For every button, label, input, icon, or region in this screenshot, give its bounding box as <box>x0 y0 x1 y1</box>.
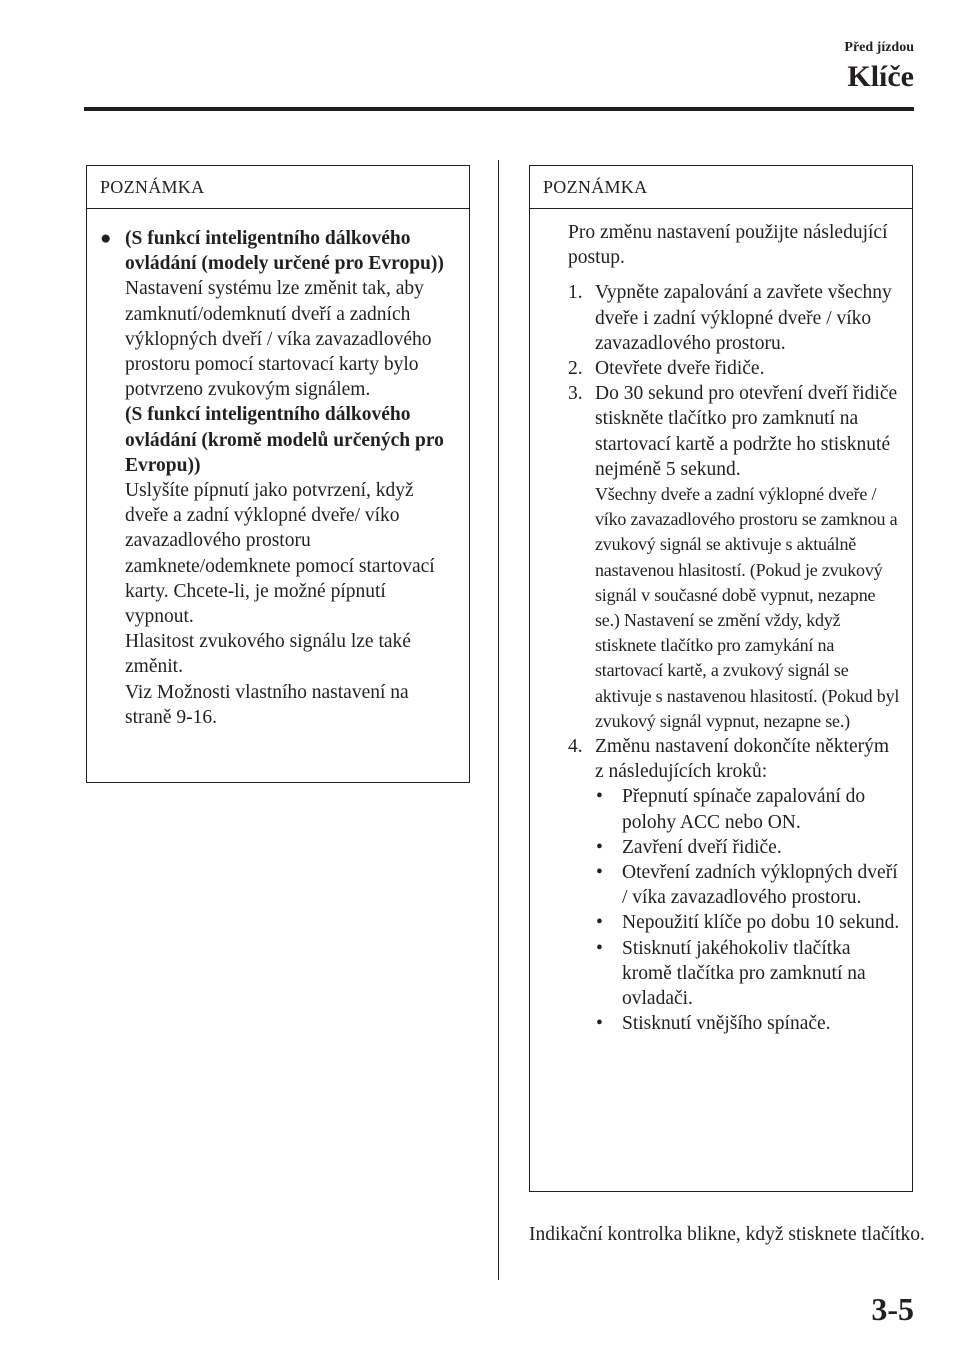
note-body <box>530 209 912 1037</box>
sub-list-item <box>595 835 902 860</box>
sub-list-text: Stisknutí vnějšího spínače. <box>622 1013 831 1035</box>
bullet-content <box>125 226 459 730</box>
note-heading: POZNÁMKA <box>87 166 469 209</box>
note-heading: POZNÁMKA <box>530 166 912 209</box>
note-text: Nastavení systému lze změnit tak, aby zamknutí/odemknutí dveří a zadních výklopných dveří / víka zavazadlového prostoru pomocí startovací karty bylo potvrzeno zvukovým signálem. <box>125 278 432 401</box>
step-text: Změnu nastavení dokončíte některým z následujících kroků: <box>595 736 890 783</box>
body-paragraph: Indikační kontrolka blikne, když stisknete tlačítko. <box>529 1224 925 1245</box>
step-number: 2. <box>568 358 583 380</box>
page-title: Klíče <box>847 60 914 93</box>
step-detail: Všechny dveře a zadní výklopné dveře / víko zavazadlového prostoru se zamknou a zvukový signál se aktivuje s aktuálně nastavenou hlasitostí. (Pokud je zvukový signál v současné době vypnut, nezapne se.) Nastavení se změní vždy, když stisknete tlačítko pro zamykání na startovací kartě, a zvukový signál se aktivuje s nastavenou hlasitostí. (Pokud byl zvukový signál vypnut, nezapne se.) <box>595 484 900 731</box>
note-text: Hlasitost zvukového signálu lze také změnit. <box>125 631 411 678</box>
column-divider <box>498 160 499 1280</box>
note-box-right <box>529 165 913 1192</box>
step-item <box>568 734 902 1036</box>
bullet-icon: ● <box>100 228 112 249</box>
sub-list-text: Nepoužití klíče po dobu 10 sekund. <box>622 912 900 934</box>
step-text: Do 30 sekund pro otevření dveří řidiče stiskněte tlačítko pro zamknutí na startovací kartě a podržte ho stisknuté nejméně 5 sekund. <box>595 383 898 480</box>
bullet-icon: • <box>596 786 603 808</box>
section-header: Před jízdou <box>844 40 914 55</box>
bullet-item <box>100 226 459 730</box>
header-rule <box>84 107 914 111</box>
bullet-icon: • <box>596 1013 603 1035</box>
note-intro: Pro změnu nastavení použijte následující postup. <box>568 222 888 269</box>
note-text: Uslyšíte pípnutí jako potvrzení, když dveře a zadní výklopné dveře/ víko zavazadlového prostoru zamknete/odemknete pomocí startovací karty. Chcete-li, je možné pípnutí vypnout. <box>125 480 435 628</box>
step-item <box>568 356 902 381</box>
bullet-icon: • <box>596 912 603 934</box>
sub-list-text: Otevření zadních výklopných dveří / víka zavazadlového prostoru. <box>622 862 898 909</box>
step-item <box>568 280 902 356</box>
sub-list-text: Stisknutí jakéhokoliv tlačítka kromě tlačítka pro zamknutí na ovladači. <box>622 937 866 1010</box>
bullet-icon: • <box>596 862 603 884</box>
step-number: 1. <box>568 282 583 304</box>
sub-list-item <box>595 936 902 1012</box>
step-number: 3. <box>568 383 583 405</box>
sub-list-text: Přepnutí spínače zapalování do polohy ACC nebo ON. <box>622 786 866 833</box>
sub-list-item <box>595 910 902 935</box>
condition-heading-non-europe: (S funkcí inteligentního dálkového ovládání (kromě modelů určených pro Evropu)) <box>125 404 444 476</box>
condition-heading-europe: (S funkcí inteligentního dálkového ovládání (modely určené pro Evropu)) <box>125 228 444 275</box>
sub-list-item <box>595 860 902 910</box>
step-text: Otevřete dveře řidiče. <box>595 358 765 380</box>
note-text: Viz Možnosti vlastního nastavení na straně 9-16. <box>125 681 409 728</box>
sub-list-text: Zavření dveří řidiče. <box>622 836 782 858</box>
sub-list-item <box>595 1011 902 1036</box>
note-box-left <box>86 165 470 783</box>
bullet-icon: • <box>596 937 603 959</box>
step-text: Vypněte zapalování a zavřete všechny dveře i zadní výklopné dveře / víko zavazadlového prostoru. <box>595 282 892 354</box>
bullet-icon: • <box>596 836 603 858</box>
sub-list-item <box>595 784 902 834</box>
step-item <box>568 381 902 734</box>
step-number: 4. <box>568 736 583 758</box>
page-number: 3-5 <box>871 1291 914 1327</box>
note-body <box>87 209 469 730</box>
